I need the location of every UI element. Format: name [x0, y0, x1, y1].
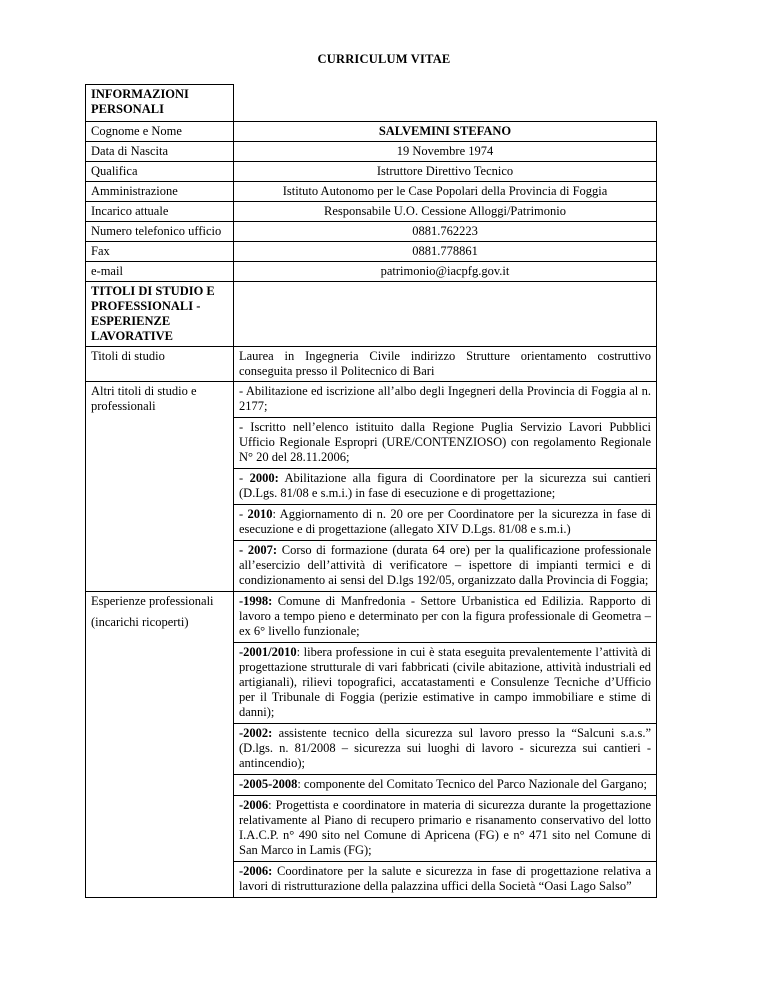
personal-row — [86, 202, 657, 222]
entry-year: -2006 — [239, 798, 269, 812]
personal-label: Qualifica — [86, 162, 234, 182]
personal-value — [234, 142, 657, 162]
personal-value — [234, 262, 657, 282]
experience-row — [86, 592, 657, 898]
experience-label-line-1: Esperienze professionali — [91, 594, 214, 608]
entry-year: -2001/2010 — [239, 645, 297, 659]
entry-year: - 2007: — [239, 543, 278, 557]
empty-cell — [234, 85, 657, 122]
other-titles-row-entries — [234, 382, 657, 592]
entry-item — [234, 862, 656, 897]
personal-row — [86, 262, 657, 282]
study-value: Laurea in Ingegneria Civile indirizzo Strutture orientamento costruttivo conseguita presso il Politecnico di Bari — [234, 347, 657, 382]
titles-header-row — [86, 282, 657, 347]
document-title: CURRICULUM VITAE — [317, 52, 451, 66]
entry-text: : Progettista e coordinatore in materia di sicurezza durante la progettazione relativamente al Piano di recupero primario e risanamento conservativo del lotto I.A.C.P. n° 490 sito nel Comune di Apricena (FG) e n° 471 sito nel Comune di San Marco in Lamis (FG); — [239, 798, 651, 857]
entry-item — [234, 541, 656, 591]
personal-row — [86, 182, 657, 202]
other-titles-row — [86, 382, 657, 592]
personal-label: Amministrazione — [86, 182, 234, 202]
other-titles-row-label: Altri titoli di studio e professionali — [86, 382, 234, 592]
personal-section-title: INFORMAZIONI PERSONALI — [86, 85, 234, 122]
personal-value-text: SALVEMINI STEFANO — [378, 124, 512, 138]
personal-value-text: Istruttore Direttivo Tecnico — [376, 164, 514, 178]
entry-year: -2006: — [239, 864, 273, 878]
experience-row-label — [86, 592, 234, 898]
entry-item — [234, 382, 656, 418]
entry-year: 2010 — [247, 507, 273, 521]
entry-text: Corso di formazione (durata 64 ore) per la qualificazione professionale all’esercizio dell’attività di verificatore – ispettore di impianti termici e di condizionamento ai sensi del D.lgs 192/05, organizzato dalla Provincia di Foggia; — [239, 543, 651, 587]
personal-value — [234, 162, 657, 182]
entry-text: - Abilitazione ed iscrizione all’albo degli Ingegneri della Provincia di Foggia al n. 2177; — [239, 384, 651, 413]
entry-text: : componente del Comitato Tecnico del Parco Nazionale del Gargano; — [297, 777, 647, 791]
personal-label: Data di Nascita — [86, 142, 234, 162]
personal-header-row — [86, 85, 657, 122]
entry-item — [234, 796, 656, 862]
study-row — [86, 347, 657, 382]
entry-text: assistente tecnico della sicurezza sul lavoro presso la “Salcuni s.a.s.” (D.lgs. n. 81/2008 – sicurezza sui luoghi di lavoro - sicurezza sui cantieri - antincendio); — [239, 726, 651, 770]
personal-value-text: 19 Novembre 1974 — [396, 144, 494, 158]
entry-text: Coordinatore per la salute e sicurezza in fase di progettazione relativa a lavori di ristrutturazione della palazzina uffici della Società “Oasi Lago Salso” — [239, 864, 651, 893]
personal-row — [86, 242, 657, 262]
personal-value — [234, 182, 657, 202]
entry-year: -2002: — [239, 726, 273, 740]
empty-cell — [234, 282, 657, 347]
personal-value-text: Istituto Autonomo per le Case Popolari della Provincia di Foggia — [282, 184, 608, 198]
entry-item — [234, 592, 656, 643]
titles-section-title — [86, 282, 234, 347]
personal-value-text: Responsabile U.O. Cessione Alloggi/Patrimonio — [323, 204, 566, 218]
personal-row — [86, 122, 657, 142]
entry-text: : libera professione in cui è stata eseguita prevalentemente l’attività di progettazione strutturale di vari fabbricati (civile abitazione, attività industriali ed artigianali), rilievi topografici, accatastamenti e Consulenze Tecniche d’Ufficio per il Tribunale di Foggia (perizie estimative in campo immobiliare e stime di danni); — [239, 645, 651, 719]
personal-value — [234, 222, 657, 242]
entry-prefix: - — [239, 507, 248, 521]
entry-item — [234, 643, 656, 724]
titles-section-title-line-1: TITOLI DI STUDIO E PROFESSIONALI - — [91, 284, 215, 313]
entry-prefix: - — [239, 471, 250, 485]
personal-label: Incarico attuale — [86, 202, 234, 222]
personal-label: Numero telefonico ufficio — [86, 222, 234, 242]
entry-year: -1998: — [239, 594, 273, 608]
entry-text: Abilitazione alla figura di Coordinatore per la sicurezza sui cantieri (D.Lgs. 81/08 e s.m.i.) in fase di esecuzione e di progettazione; — [239, 471, 651, 500]
personal-row — [86, 222, 657, 242]
personal-value — [234, 202, 657, 222]
entry-item — [234, 505, 656, 541]
entry-item — [234, 724, 656, 775]
entry-text: Comune di Manfredonia - Settore Urbanistica ed Edilizia. Rapporto di lavoro a tempo pieno e determinato per con la figura professionale di Geometra – ex 6° livello funzionale; — [239, 594, 651, 638]
titles-section-title-line-2: ESPERIENZE LAVORATIVE — [91, 314, 173, 343]
personal-row — [86, 142, 657, 162]
personal-value-text: patrimonio@iacpfg.gov.it — [380, 264, 510, 278]
personal-label: Fax — [86, 242, 234, 262]
entry-year: -2005-2008 — [239, 777, 298, 791]
experience-label-line-2: (incarichi ricoperti) — [91, 615, 189, 629]
personal-label: e-mail — [86, 262, 234, 282]
personal-value — [234, 242, 657, 262]
cv-table — [85, 84, 657, 898]
personal-row — [86, 162, 657, 182]
personal-value-text: 0881.778861 — [412, 244, 478, 258]
entry-item — [234, 418, 656, 469]
experience-row-entries — [234, 592, 657, 898]
entry-year: 2000: — [249, 471, 279, 485]
entry-item — [234, 775, 656, 796]
entry-item — [234, 469, 656, 505]
personal-value — [234, 122, 657, 142]
entry-text: : Aggiornamento di n. 20 ore per Coordinatore per la sicurezza in fase di esecuzione e di progettazione (allegato XIV D.Lgs. 81/08 e s.m.i.) — [239, 507, 651, 536]
personal-label: Cognome e Nome — [86, 122, 234, 142]
entry-text: - Iscritto nell’elenco istituito dalla Regione Puglia Servizio Lavori Pubblici Ufficio Regionale Espropri (URE/CONTENZIOSO) con regolamento Regionale N° 20 del 28.11.2006; — [239, 420, 651, 464]
personal-value-text: 0881.762223 — [412, 224, 478, 238]
study-label: Titoli di studio — [86, 347, 234, 382]
